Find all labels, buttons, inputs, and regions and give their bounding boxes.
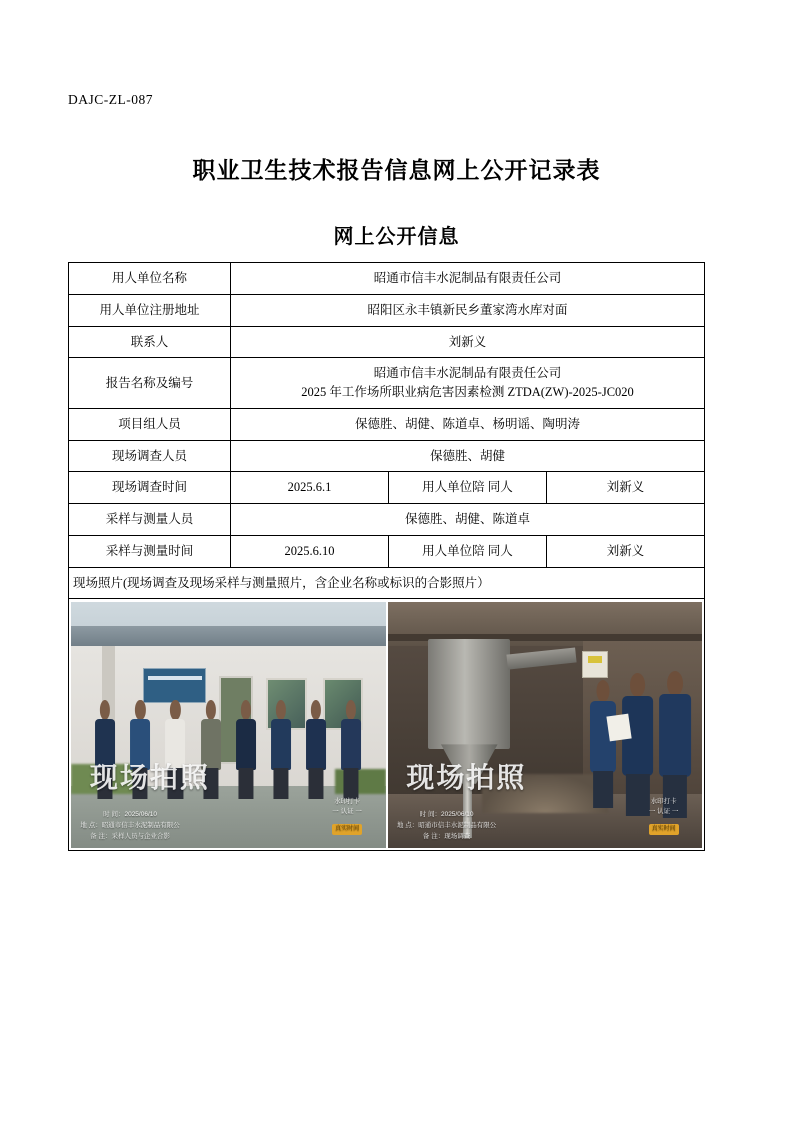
report-number-line: 2025 年工作场所职业病危害因素检测 ZTDA(ZW)-2025-JC020 <box>301 385 634 399</box>
photo-person <box>269 700 293 798</box>
photo-watermark-badge <box>318 797 376 835</box>
photo-watermark-lines <box>80 809 179 843</box>
photo-watermark-badge <box>635 797 693 835</box>
row-mid-value: 刘新义 <box>547 472 705 504</box>
photo-warning-sign <box>582 651 607 678</box>
watermark-place: 地 点：昭通市信丰水泥制品有限公 <box>396 822 497 830</box>
badge-line-1: 水印打卡 <box>334 798 361 806</box>
site-photo-survey <box>388 602 703 848</box>
photo-person <box>339 700 363 798</box>
table-row <box>69 358 705 409</box>
photo-person <box>589 680 617 808</box>
table-row-photo-note <box>69 567 705 599</box>
photo-container <box>69 599 705 851</box>
row-label: 现场调查人员 <box>69 440 231 472</box>
site-photo-group <box>71 602 386 848</box>
photo-clipboard <box>606 714 631 741</box>
watermark-note: 备 注：采样人员与企业合影 <box>90 833 170 841</box>
watermark-time: 时 间：2025/06/10 <box>419 810 474 818</box>
photo-watermark-title: 现场拍照 <box>406 761 527 793</box>
photo-note: 现场照片(现场调查及现场采样与测量照片，含企业名称或标识的合影照片） <box>69 567 705 599</box>
watermark-note: 备 注：现场调查 <box>422 833 471 841</box>
row-mid-label: 用人单位陪 同人 <box>389 535 547 567</box>
row-value: 昭阳区永丰镇新民乡董家湾水库对面 <box>231 294 705 326</box>
row-label: 现场调查时间 <box>69 472 231 504</box>
document-code: DAJC-ZL-087 <box>68 92 153 107</box>
row-label: 用人单位名称 <box>69 263 231 295</box>
row-label: 用人单位注册地址 <box>69 294 231 326</box>
photo-person <box>658 671 693 819</box>
row-label: 联系人 <box>69 326 231 358</box>
row-value: 2025.6.1 <box>231 472 389 504</box>
photo-person <box>234 700 258 798</box>
photo-watermark-lines <box>397 809 496 843</box>
page-subtitle: 网上公开信息 <box>333 226 460 248</box>
row-value: 保德胜、胡健、陈道卓 <box>231 504 705 536</box>
photo-person <box>304 700 328 798</box>
badge-line-2: 一 认证 一 <box>648 807 679 815</box>
table-row <box>69 294 705 326</box>
table-row-photos <box>69 599 705 851</box>
row-value: 刘新义 <box>231 326 705 358</box>
photo-watermark-title: 现场拍照 <box>89 761 210 793</box>
table-row <box>69 263 705 295</box>
table-row <box>69 408 705 440</box>
row-label: 采样与测量人员 <box>69 504 231 536</box>
badge-tag: 真实时间 <box>332 824 362 835</box>
table-row <box>69 504 705 536</box>
badge-line-2: 一 认证 一 <box>332 807 362 815</box>
photo-silo <box>428 639 510 750</box>
row-value: 昭通市信丰水泥制品有限责任公司 <box>231 263 705 295</box>
table-row <box>69 472 705 504</box>
badge-tag: 真实时间 <box>649 824 679 835</box>
table-row <box>69 440 705 472</box>
row-value: 保德胜、胡健、陈道卓、杨明谣、陶明涛 <box>231 408 705 440</box>
watermark-time: 时 间：2025/06/10 <box>103 810 157 818</box>
table-row <box>69 535 705 567</box>
photo-duct <box>506 647 576 669</box>
row-mid-label: 用人单位陪 同人 <box>389 472 547 504</box>
row-label: 采样与测量时间 <box>69 535 231 567</box>
watermark-place: 地 点：昭通市信丰水泥制品有限公 <box>80 822 180 830</box>
report-name-line: 昭通市信丰水泥制品有限责任公司 <box>373 366 562 381</box>
row-value <box>231 358 705 409</box>
row-label: 项目组人员 <box>69 408 231 440</box>
row-value: 保德胜、胡健 <box>231 440 705 472</box>
row-label: 报告名称及编号 <box>69 358 231 409</box>
photo-notice-board <box>143 668 206 702</box>
public-disclosure-table <box>68 262 705 851</box>
row-mid-value: 刘新义 <box>547 535 705 567</box>
page-title: 职业卫生技术报告信息网上公开记录表 <box>192 158 601 183</box>
table-row <box>69 326 705 358</box>
badge-line-1: 水印打卡 <box>650 798 677 806</box>
row-value: 2025.6.10 <box>231 535 389 567</box>
photo-person <box>620 673 655 816</box>
